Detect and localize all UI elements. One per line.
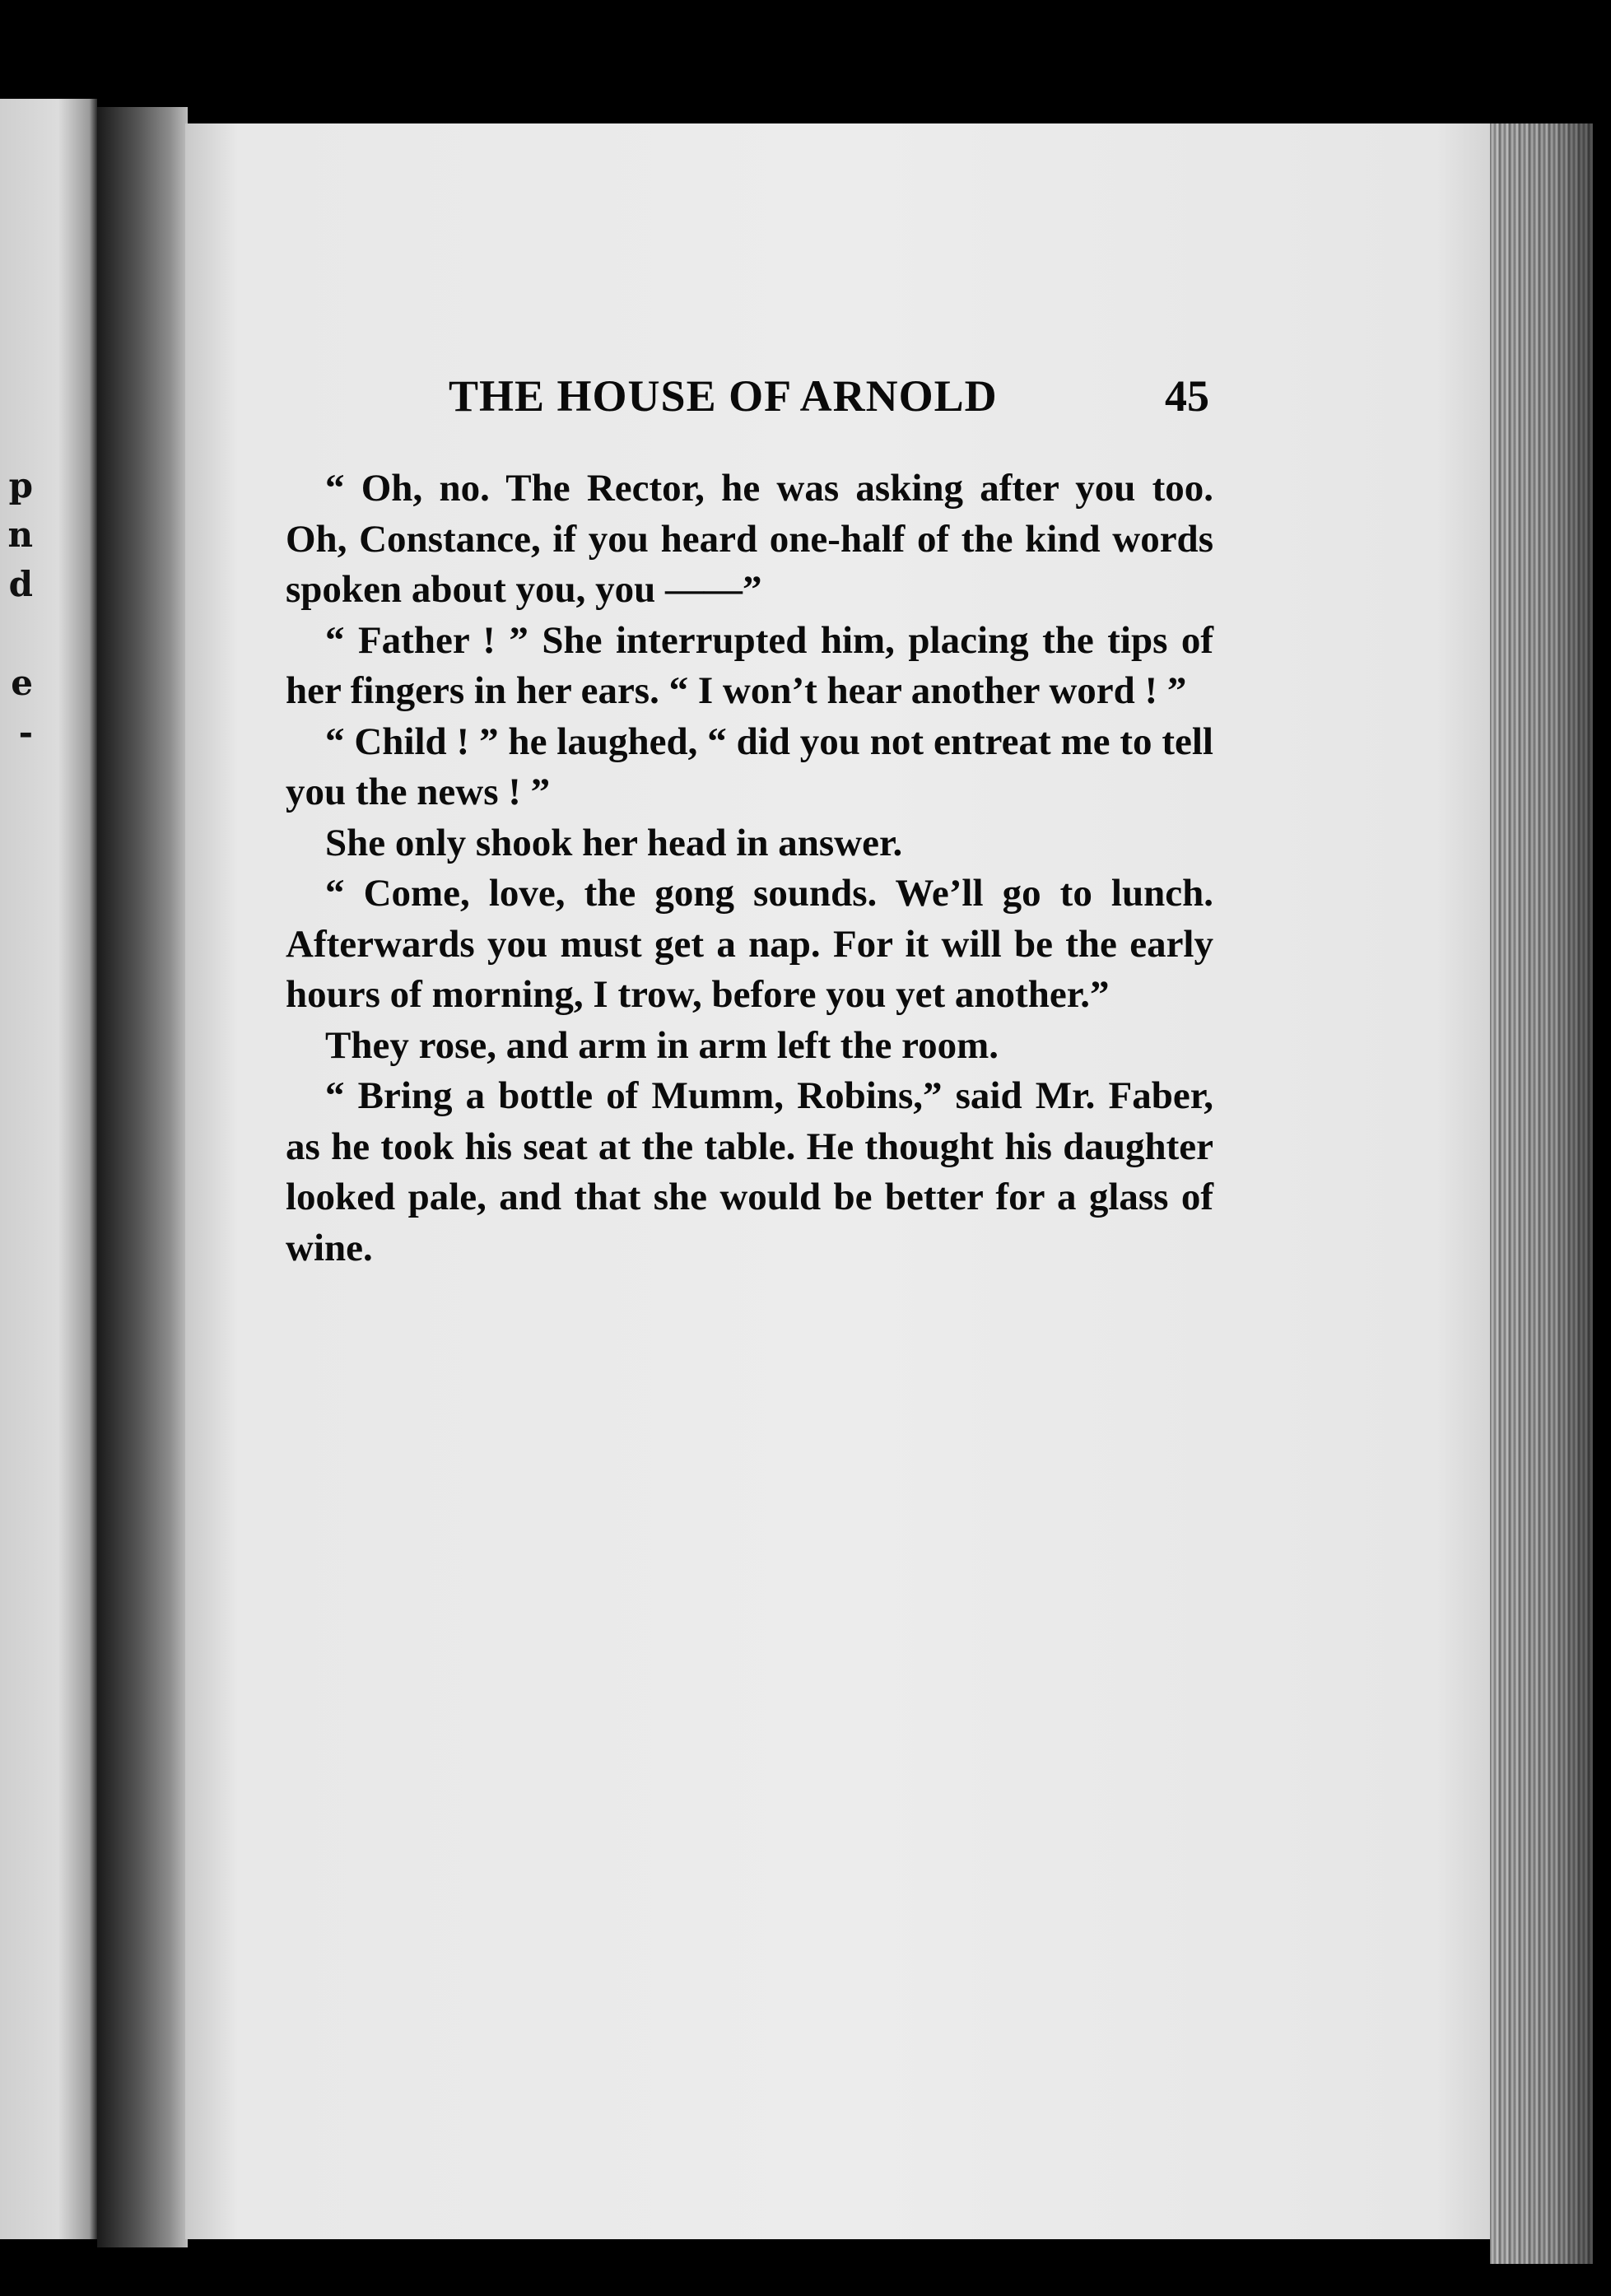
running-head: THE HOUSE OF ARNOLD <box>449 371 998 421</box>
book-gutter-shadow <box>97 107 188 2247</box>
previous-page-letter: d <box>8 564 33 604</box>
paragraph: She only shook her head in answer. <box>325 821 903 864</box>
previous-page-letter: p <box>8 465 33 505</box>
previous-page-letter: n <box>7 515 33 555</box>
previous-page-letter: - <box>18 712 33 752</box>
paragraph: They rose, and arm in arm left the room. <box>325 1023 999 1067</box>
paragraph: “ Father ! ” She interrupted him, placing the tips of her fingers in her ears. “ I won’t hear another word ! ” <box>286 618 1213 712</box>
page-number: 45 <box>1165 371 1209 421</box>
paragraph: “ Bring a bottle of Mumm, Robins,” said Mr. Faber, as he took his seat at the table. He thought his daughter looked pale, and that she would be better for a glass of wine. <box>286 1074 1213 1269</box>
paragraph: “ Oh, no. The Rector, he was asking after you too. Oh, Constance, if you heard one-half of the kind words spoken about you, you ——” <box>286 467 1213 611</box>
paragraph: “ Come, love, the gong sounds. We’ll go to lunch. Afterwards you must get a nap. For it will be the early hours of morning, I trow, before you yet another.” <box>286 872 1213 1016</box>
previous-page-edge <box>0 99 97 2239</box>
body-text <box>286 463 1213 1274</box>
previous-page-letters <box>0 461 33 757</box>
paragraph: “ Child ! ” he laughed, “ did you not entreat me to tell you the news ! ” <box>286 720 1213 813</box>
previous-page-letter: e <box>11 663 33 703</box>
page-fore-edge-shadow <box>1490 123 1593 2264</box>
previous-page-letter <box>0 609 33 659</box>
